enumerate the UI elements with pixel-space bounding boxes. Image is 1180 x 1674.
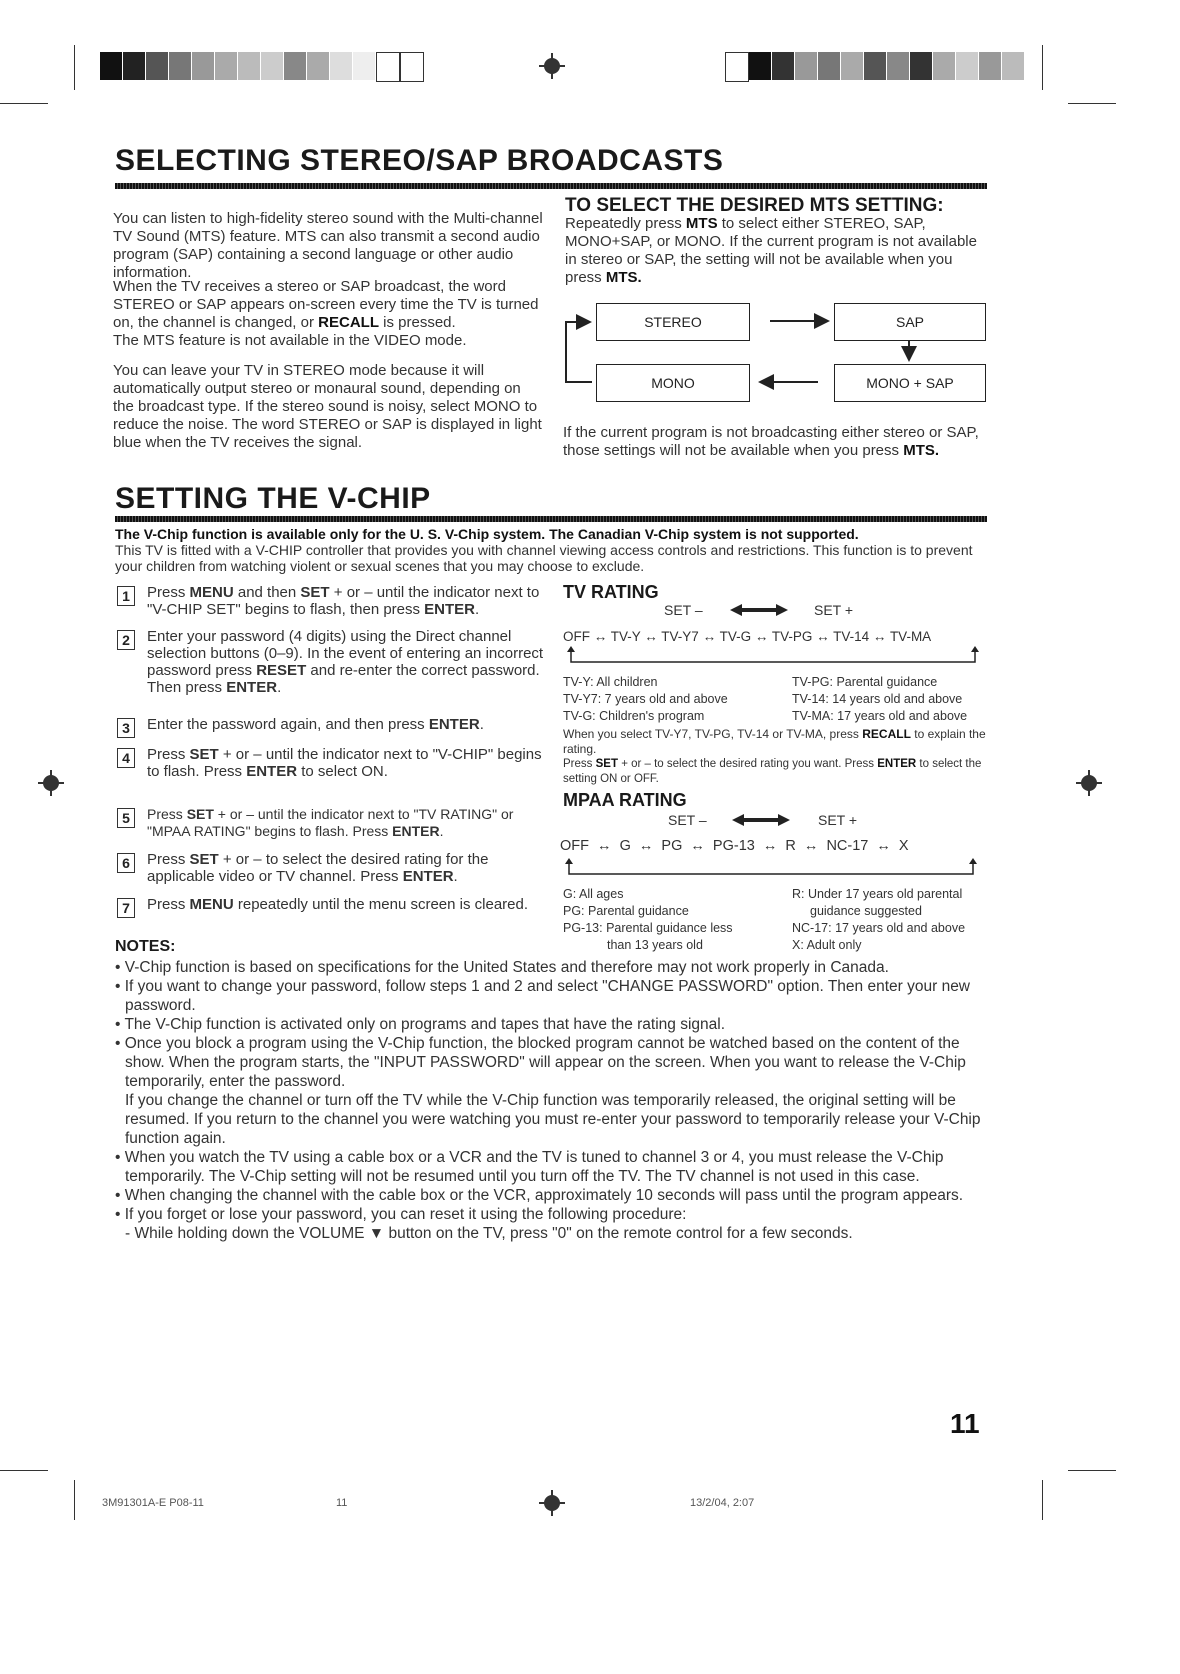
crop-mark <box>74 45 75 90</box>
mts-unavailable-note: If the current program is not broadcasting either stereo or SAP, those settings will not be available when you press MTS. <box>563 424 979 459</box>
vchip-bold-intro: The V-Chip function is available only for the U. S. V-Chip system. The Canadian V-Chip system is not supported. <box>115 526 859 542</box>
mpaa-legend-left: G: All ages PG: Parental guidance PG-13: Parental guidance less than 13 years old <box>563 887 733 952</box>
crop-mark <box>1042 1480 1043 1520</box>
mpaa-legend-right: R: Under 17 years old parental guidance suggested NC-17: 17 years old and above X: Adult only <box>792 887 966 952</box>
mpaa-set-minus: SET – <box>668 812 707 828</box>
mpaa-rating-heading: MPAA RATING <box>563 790 687 810</box>
tv-set-arrow-icon <box>728 602 790 618</box>
stereo-section-title: SELECTING STEREO/SAP BROADCASTS <box>115 144 724 177</box>
crop-mark <box>0 1470 48 1471</box>
crop-mark <box>1042 45 1043 90</box>
color-bar-right <box>725 52 1025 80</box>
mode-box-mono: MONO <box>596 364 750 402</box>
note-item: - While holding down the VOLUME ▼ button on the TV, press "0" on the remote control for a few seconds. <box>125 1225 853 1242</box>
notes-list <box>115 958 990 1243</box>
stereo-mode-paragraph: You can leave your TV in STEREO mode because it will automatically output stereo or monaural sound, depending on the broadcast type. If the stereo sound is noisy, select MONO to reduce the noise. The word STEREO or SAP is displayed in light blue when the TV receives the signal. <box>113 362 542 451</box>
mode-box-sap: SAP <box>834 303 986 341</box>
tv-set-plus: SET + <box>814 602 854 618</box>
step-2: 2 Enter your password (4 digits) using the Direct channel selection buttons (0–9). In the event of entering an incorrect password press RESET and re-enter the correct password. Then press ENTER. <box>117 628 547 696</box>
title-rule <box>115 183 987 189</box>
footer-sheet: 11 <box>336 1497 348 1509</box>
step-6: 6 Press SET + or – to select the desired rating for the applicable video or TV channel. Press ENTER. <box>117 851 547 885</box>
crop-mark <box>0 103 48 104</box>
crop-mark <box>1068 1470 1116 1471</box>
tv-set-minus: SET – <box>664 602 703 618</box>
step-3: 3 Enter the password again, and then press ENTER. <box>117 716 547 733</box>
mpaa-rating-sequence: OFF ↔ G ↔ PG ↔ PG-13 ↔ R ↔ NC-17 ↔ X <box>560 838 909 854</box>
stereo-intro-paragraph: You can listen to high-fidelity stereo sound with the Multi-channel TV Sound (MTS) feature. MTS can also transmit a second audio program (SAP) containing a second language or other audio information. <box>113 210 543 281</box>
registration-mark-icon <box>38 770 64 796</box>
note-item: • Once you block a program using the V-Chip function, the blocked program cannot be watched based on the content of the show. When the program starts, the "INPUT PASSWORD" will appear on the screen. When you want to release the V-Chip temporarily, enter the password. <box>115 1035 966 1090</box>
note-item: • If you forget or lose your password, you can reset it using the following procedure: <box>115 1206 687 1223</box>
tv-legend-right: TV-PG: Parental guidance TV-14: 14 years old and above TV-MA: 17 years old and above <box>792 675 968 723</box>
tv-loop-arrow <box>565 646 985 666</box>
note-item: • If you want to change your password, follow steps 1 and 2 and select "CHANGE PASSWORD" option. Then enter your new password. <box>115 978 971 1014</box>
mpaa-set-arrow-icon <box>730 812 792 828</box>
footer-date: 13/2/04, 2:07 <box>690 1497 755 1509</box>
color-bar-left <box>100 52 424 80</box>
mts-heading: TO SELECT THE DESIRED MTS SETTING: <box>565 195 944 216</box>
tv-rating-heading: TV RATING <box>563 582 659 602</box>
step-7: 7 Press MENU repeatedly until the menu screen is cleared. <box>117 896 547 913</box>
note-item: • When you watch the TV using a cable box or a VCR and the TV is tuned to channel 3 or 4, you must release the V-Chip temporarily. The V-Chip setting will not be resumed until you turn off the TV. The TV channel is not used in this case. <box>115 1149 944 1185</box>
note-item: If you change the channel or turn off the TV while the V-Chip function was temporarily released, the original setting will be resumed. If you return to the channel you were watching you must re-enter your password to temporarily release your V-Chip function again. <box>125 1092 981 1147</box>
vchip-section-title: SETTING THE V-CHIP <box>115 482 431 515</box>
note-item: • V-Chip function is based on specifications for the United States and therefore may not work properly in Canada. <box>115 959 889 976</box>
tv-rating-sequence: OFF ↔ TV-Y ↔ TV-Y7 ↔ TV-G ↔ TV-PG ↔ TV-14 ↔ TV-MA <box>563 629 932 644</box>
tv-legend-left: TV-Y: All children TV-Y7: 7 years old and above TV-G: Children's program <box>563 675 728 723</box>
page-number: 11 <box>950 1408 980 1439</box>
step-5: 5 Press SET + or – until the indicator next to "TV RATING" or "MPAA RATING" begins to flash. Press ENTER. <box>117 806 547 840</box>
tv-set-note: Press SET + or – to select the desired rating you want. Press ENTER to select the setting ON or OFF. <box>563 758 982 785</box>
note-item: • When changing the channel with the cable box or the VCR, approximately 10 seconds will pass until the program appears. <box>115 1187 964 1204</box>
note-item: • The V-Chip function is activated only on programs and tapes that have the rating signal. <box>115 1016 726 1033</box>
footer-code: 3M91301A-E P08-11 <box>102 1497 204 1509</box>
mts-cycle-arrows <box>560 300 1000 410</box>
mpaa-set-plus: SET + <box>818 812 858 828</box>
notes-heading: NOTES: <box>115 938 176 955</box>
step-4: 4 Press SET + or – until the indicator next to "V-CHIP" begins to flash. Press ENTER to select ON. <box>117 746 547 780</box>
registration-mark-icon <box>1076 770 1102 796</box>
registration-mark-icon <box>539 1490 565 1516</box>
step-1: 1 Press MENU and then SET + or – until the indicator next to "V-CHIP SET" begins to flash, then press ENTER. <box>117 584 547 618</box>
crop-mark <box>74 1480 75 1520</box>
vchip-intro: This TV is fitted with a V-CHIP controller that provides you with channel viewing access controls and restrictions. This function is to prevent your children from watching violent or sexual scenes that you may choose to exclude. <box>115 542 973 574</box>
crop-mark <box>1068 103 1116 104</box>
mts-instructions: Repeatedly press MTS to select either STEREO, SAP, MONO+SAP, or MONO. If the current program is not available in stereo or SAP, the setting will not be available when you press MTS. <box>565 215 977 286</box>
title-rule <box>115 516 987 522</box>
mode-box-stereo: STEREO <box>596 303 750 341</box>
stereo-broadcast-paragraph: When the TV receives a stereo or SAP broadcast, the word STEREO or SAP appears on-screen every time the TV is turned on, the channel is changed, or RECALL is pressed. The MTS feature is not available in the VIDEO mode. <box>113 278 539 349</box>
mpaa-loop-arrow <box>563 858 983 878</box>
registration-mark-icon <box>539 53 565 79</box>
tv-recall-note: When you select TV-Y7, TV-PG, TV-14 or TV-MA, press RECALL to explain the rating. <box>563 727 986 756</box>
mode-box-mono-sap: MONO + SAP <box>834 364 986 402</box>
